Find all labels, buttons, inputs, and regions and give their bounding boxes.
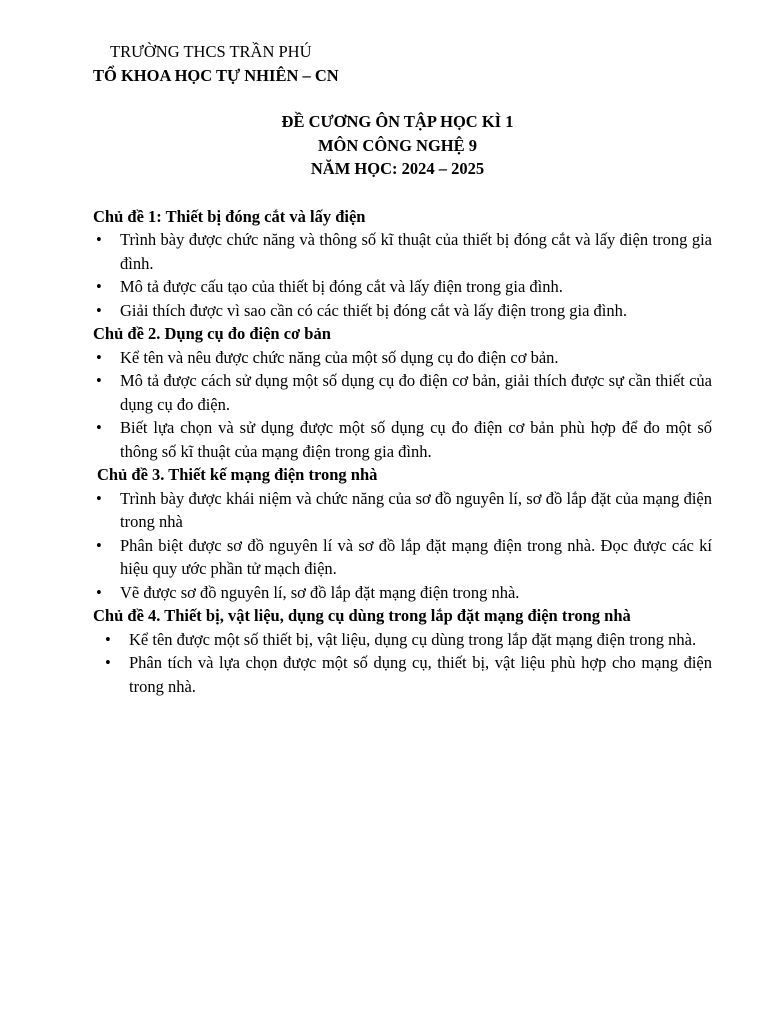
list-item: • Kể tên được một số thiết bị, vật liệu, dụng cụ dùng trong lắp đặt mạng điện trong nhà. xyxy=(93,628,712,652)
topic-3 xyxy=(93,463,712,604)
topic-2 xyxy=(93,322,712,463)
title-line-1: ĐỀ CƯƠNG ÔN TẬP HỌC KÌ 1 xyxy=(281,112,514,131)
list-item: • Mô tả được cách sử dụng một số dụng cụ đo điện cơ bản, giải thích được sự cần thiết của dụng cụ đo điện. xyxy=(93,369,712,416)
topic-4 xyxy=(93,604,712,698)
topic-list xyxy=(93,205,712,699)
topic-heading: Chủ đề 1: Thiết bị đóng cắt và lấy điện xyxy=(93,206,366,226)
list-item: • Vẽ được sơ đồ nguyên lí, sơ đồ lắp đặt mạng điện trong nhà. xyxy=(93,581,712,605)
topic-1 xyxy=(93,205,712,323)
school-name: TRƯỜNG THCS TRẦN PHÚ xyxy=(110,42,312,61)
list-item: • Phân biệt được sơ đồ nguyên lí và sơ đồ lắp đặt mạng điện trong nhà. Đọc được các kí hiệu quy ước phần tử mạch điện. xyxy=(93,534,712,581)
list-item: • Trình bày được chức năng và thông số kĩ thuật của thiết bị đóng cắt và lấy điện trong gia đình. xyxy=(93,228,712,275)
list-item: • Biết lựa chọn và sử dụng được một số dụng cụ đo điện cơ bản phù hợp để đo một số thông số kĩ thuật của mạng điện trong gia đình. xyxy=(93,416,712,463)
topic-items xyxy=(93,228,712,322)
topic-items xyxy=(93,487,712,605)
department-name: TỔ KHOA HỌC TỰ NHIÊN – CN xyxy=(93,65,339,85)
list-item: • Giải thích được vì sao cần có các thiết bị đóng cắt và lấy điện trong gia đình. xyxy=(93,299,712,323)
list-item: • Kể tên và nêu được chức năng của một số dụng cụ đo điện cơ bản. xyxy=(93,346,712,370)
topic-items xyxy=(93,628,712,699)
topic-heading: Chủ đề 4. Thiết bị, vật liệu, dụng cụ dùng trong lắp đặt mạng điện trong nhà xyxy=(93,606,631,625)
list-item: • Phân tích và lựa chọn được một số dụng cụ, thiết bị, vật liệu phù hợp cho mạng điện trong nhà. xyxy=(93,651,712,698)
title-line-3: NĂM HỌC: 2024 – 2025 xyxy=(310,159,485,178)
list-item: • Mô tả được cấu tạo của thiết bị đóng cắt và lấy điện trong gia đình. xyxy=(93,275,712,299)
document-title xyxy=(83,110,712,181)
topic-heading: Chủ đề 3. Thiết kế mạng điện trong nhà xyxy=(97,465,378,484)
title-line-2: MÔN CÔNG NGHỆ 9 xyxy=(317,135,478,155)
topic-items xyxy=(93,346,712,464)
list-item: • Trình bày được khái niệm và chức năng của sơ đồ nguyên lí, sơ đồ lắp đặt của mạng điện trong nhà xyxy=(93,487,712,534)
topic-heading: Chủ đề 2. Dụng cụ đo điện cơ bản xyxy=(93,324,331,343)
